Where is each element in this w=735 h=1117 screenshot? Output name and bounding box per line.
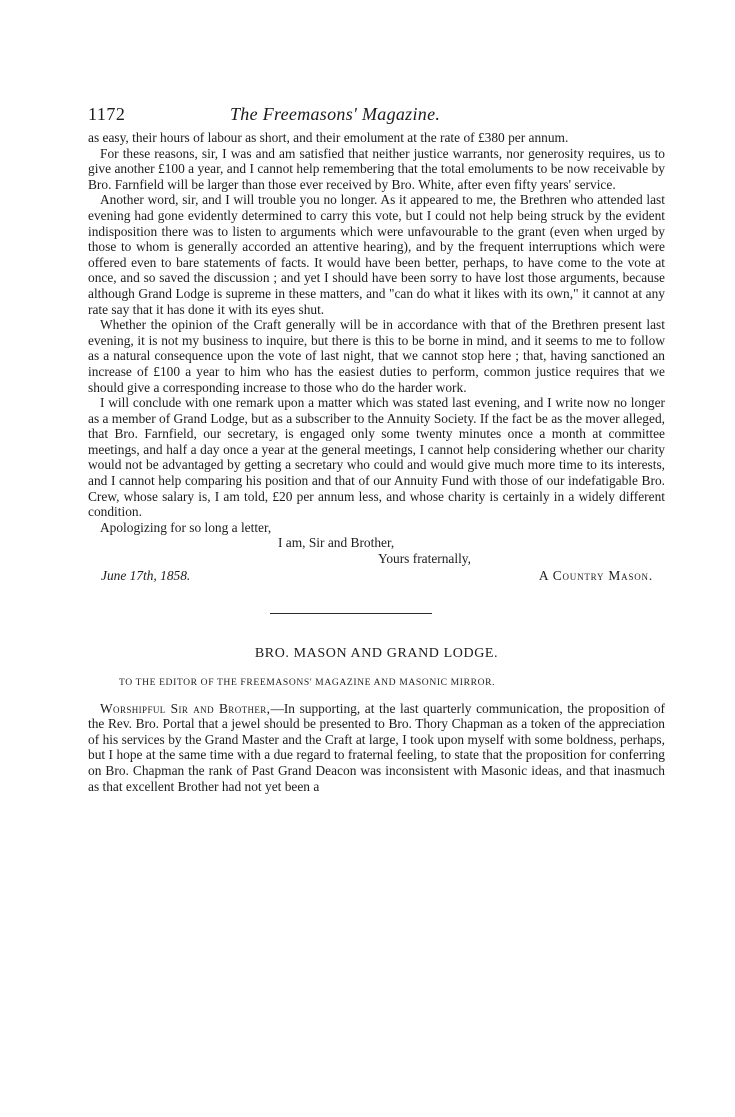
letter-body (88, 130, 665, 520)
letter-date: June 17th, 1858. (101, 567, 191, 583)
magazine-page (88, 104, 665, 794)
article-paragraph-text: —In supporting, at the last quarterly communication, the proposition of the Rev. Bro. Portal that a jewel should be presented to Bro. Thory Chapman as a token of the appreciation of his services by the Grand Master and the Craft at large, I took upon myself with some boldness, perhaps, but I hope at the same time with a due regard to fraternal feeling, to state that the proposition for conferring on Bro. Chapman the rank of Past Grand Deacon was inconsistent with Masonic ideas, and that inasmuch as that excellent Brother had not yet been a (88, 700, 666, 794)
article-salutation: Worshipful Sir and Brother, (100, 700, 271, 716)
page-header (88, 104, 665, 130)
letter-paragraph-2: For these reasons, sir, I was and am satisfied that neither justice warrants, nor generosity requires, us to give another £100 a year, and I cannot help remembering that the total emoluments to be now receivable by Bro. Farnfield will be larger than those ever received by Bro. White, after even fifty years' service. (88, 145, 665, 192)
letter-paragraph-3: Another word, sir, and I will trouble you no longer. As it appeared to me, the Brethren who attended last evening had gone evidently determined to carry this vote, but I could not help being struck by the evident indisposition there was to listen to arguments which were unfavourable to the grant (even when urged by those to whom is generally accorded an attentive hearing), and by the frequent interruptions which were offered even to bare statements of facts. It would have been better, perhaps, to have come to the vote at once, and so saved the discussion ; and yet I should have been sorry to have lost those arguments, because although Grand Lodge is supreme in these matters, and "can do what it likes with its own," it cannot at any rate say that it has done it with its eyes shut. (88, 192, 665, 317)
letter-valediction: I am, Sir and Brother, (278, 535, 395, 551)
running-title: The Freemasons' Magazine. (230, 104, 441, 124)
article-title: BRO. MASON AND GRAND LODGE. (254, 645, 499, 661)
page-number: 1172 (88, 104, 126, 124)
article-body (88, 701, 665, 795)
letter-paragraph-1: as easy, their hours of labour as short, and their emolument at the rate of £380 per annum. (88, 130, 569, 145)
article-subtitle: TO THE EDITOR OF THE FREEMASONS' MAGAZINE AND MASONIC MIRROR. (119, 676, 496, 688)
article-paragraph-1 (88, 701, 665, 795)
letter-signature: A Country Mason. (538, 567, 653, 583)
section-divider (270, 613, 432, 614)
letter-apology: Apologizing for so long a letter, (100, 519, 272, 535)
letter-yours: Yours fraternally, (378, 551, 471, 567)
letter-paragraph-5: I will conclude with one remark upon a matter which was stated last evening, and I write now no longer as a member of Grand Lodge, but as a subscriber to the Annuity Society. If the fact be as the mover alleged, that Bro. Farnfield, our secretary, is engaged only some twenty minutes once a month at committee meetings, and half a day once a year at the general meetings, I cannot help considering whether our charity would not be advantaged by getting a secretary who could and would give much more time to its interests, and I cannot help comparing his position and that of our Annuity Fund with those of our indefatigable Bro. Crew, whose salary is, I am told, £20 per annum less, and whose charity is certainly in a widely different condition. (88, 395, 665, 520)
letter-signature-row (88, 568, 665, 586)
letter-paragraph-4: Whether the opinion of the Craft generally will be in accordance with that of the Brethren present last evening, it is not my business to inquire, but there is this to be borne in mind, and it seems to me to follow as a natural consequence upon the vote of last night, that we cannot stop here ; that, having sanctioned an increase of £100 a year to him who has the easiest duties to perform, common justice requires that we should give a corresponding increase to those who do the harder work. (88, 317, 665, 395)
